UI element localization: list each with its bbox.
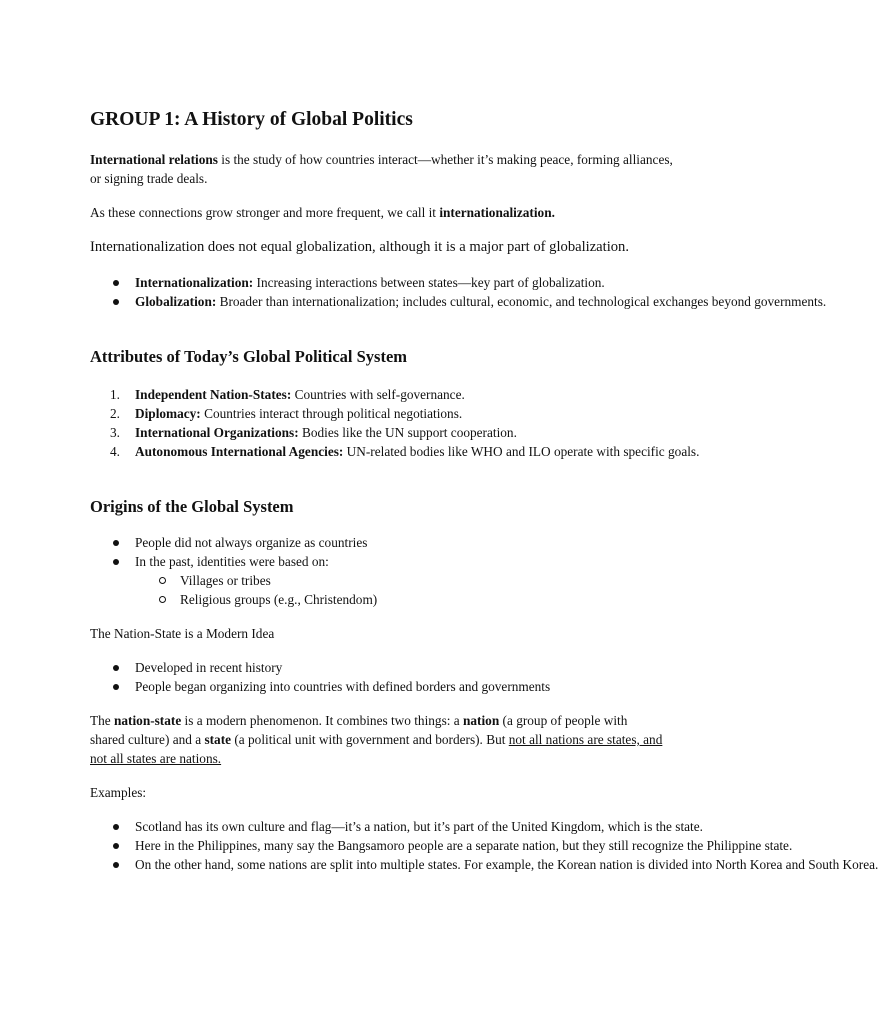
list-item xyxy=(90,442,700,461)
bullet-text: Developed in recent history xyxy=(135,660,283,675)
bullet-text: Broader than internationalization; includes cultural, economic, and technological exchanges beyond governments. xyxy=(216,294,827,309)
bullet-text: Here in the Philippines, many say the Bangsamoro people are a separate nation, but they still recognize the Philippine state. xyxy=(135,838,793,853)
list-number: 3. xyxy=(110,425,120,440)
item-text: UN-related bodies like WHO and ILO operate with specific goals. xyxy=(343,444,700,459)
list-item xyxy=(90,817,703,836)
bullet-icon xyxy=(113,559,119,565)
bullet-text: People did not always organize as countries xyxy=(135,535,368,550)
paragraph-text: (a political unit with government and borders). But xyxy=(231,732,509,747)
nation-state-bullet-list xyxy=(90,658,680,696)
bullet-icon xyxy=(113,280,119,286)
term-internationalization: internationalization. xyxy=(439,205,555,220)
item-term: Independent Nation-States: xyxy=(135,387,292,402)
origins-bullet-list xyxy=(90,533,680,609)
sub-list-item xyxy=(90,571,680,590)
list-item xyxy=(90,552,680,571)
item-text: Countries interact through political negotiations. xyxy=(200,406,463,421)
list-item xyxy=(90,292,827,311)
section-heading-attributes: Attributes of Today’s Global Political System xyxy=(90,347,408,366)
hollow-bullet-icon xyxy=(159,577,166,584)
bullet-term: Globalization: xyxy=(135,294,217,309)
list-item xyxy=(90,836,793,855)
term-state: state xyxy=(204,732,232,747)
bullet-icon xyxy=(113,540,119,546)
paragraph-text: (a group of people with shared culture) and a xyxy=(90,713,628,747)
term-nation-state: nation-state xyxy=(114,713,182,728)
list-item xyxy=(90,677,680,696)
attributes-numbered-list xyxy=(90,385,700,461)
sub-bullet-text: Religious groups (e.g., Christendom) xyxy=(180,592,378,607)
list-number: 2. xyxy=(110,406,120,421)
paragraph-text: The xyxy=(90,713,114,728)
intro-paragraph-2 xyxy=(90,203,680,222)
list-item xyxy=(90,658,680,677)
bullet-icon xyxy=(113,862,119,868)
term-nation: nation xyxy=(463,713,500,728)
bullet-text: In the past, identities were based on: xyxy=(135,554,329,569)
sub-bullet-text: Villages or tribes xyxy=(180,573,271,588)
bullet-icon xyxy=(113,665,119,671)
bullet-text: Increasing interactions between states—key part of globalization. xyxy=(253,275,605,290)
examples-label: Examples: xyxy=(90,785,147,800)
list-item xyxy=(90,855,878,874)
hollow-bullet-icon xyxy=(159,596,166,603)
list-number: 1. xyxy=(110,387,120,402)
intro-bullet-list xyxy=(90,273,827,311)
list-item xyxy=(90,533,680,552)
nation-state-label: The Nation-State is a Modern Idea xyxy=(90,626,275,641)
intro-paragraph-3: Internationalization does not equal globalization, although it is a major part of globalization. xyxy=(90,239,630,255)
list-number: 4. xyxy=(110,444,120,459)
item-term: Diplomacy: xyxy=(135,406,201,421)
item-term: International Organizations: xyxy=(135,425,299,440)
item-text: Countries with self-governance. xyxy=(291,387,465,402)
item-text: Bodies like the UN support cooperation. xyxy=(298,425,517,440)
bullet-icon xyxy=(113,299,119,305)
sub-list-item xyxy=(90,590,680,609)
intro-paragraph-1 xyxy=(90,150,680,188)
list-item xyxy=(90,423,680,442)
section-heading-origins: Origins of the Global System xyxy=(90,497,294,516)
intro-paragraph-1-text: is the study of how countries interact—whether it’s making peace, forming alliances, or signing trade deals. xyxy=(90,152,673,186)
paragraph-text: is a modern phenomenon. It combines two things: a xyxy=(181,713,463,728)
list-item xyxy=(90,385,680,404)
bullet-text: People began organizing into countries with defined borders and governments xyxy=(135,679,551,694)
list-item xyxy=(90,404,680,423)
bullet-text: Scotland has its own culture and flag—it’s a nation, but it’s part of the United Kingdom, which is the state. xyxy=(135,819,703,834)
intro-paragraph-2-text: As these connections grow stronger and more frequent, we call it xyxy=(90,205,440,220)
document-title: GROUP 1: A History of Global Politics xyxy=(90,109,413,130)
underlined-statement: not all nations are states, and not all states are nations. xyxy=(90,732,663,766)
bullet-term: Internationalization: xyxy=(135,275,254,290)
nation-state-paragraph xyxy=(90,711,665,768)
list-item xyxy=(90,273,680,292)
bullet-text: On the other hand, some nations are split into multiple states. For example, the Korean nation is divided into North Korea and South Korea. xyxy=(135,857,878,872)
examples-bullet-list xyxy=(90,817,878,874)
bullet-icon xyxy=(113,843,119,849)
item-term: Autonomous International Agencies: xyxy=(135,444,344,459)
term-international-relations: International relations xyxy=(90,152,218,167)
bullet-icon xyxy=(113,824,119,830)
bullet-icon xyxy=(113,684,119,690)
